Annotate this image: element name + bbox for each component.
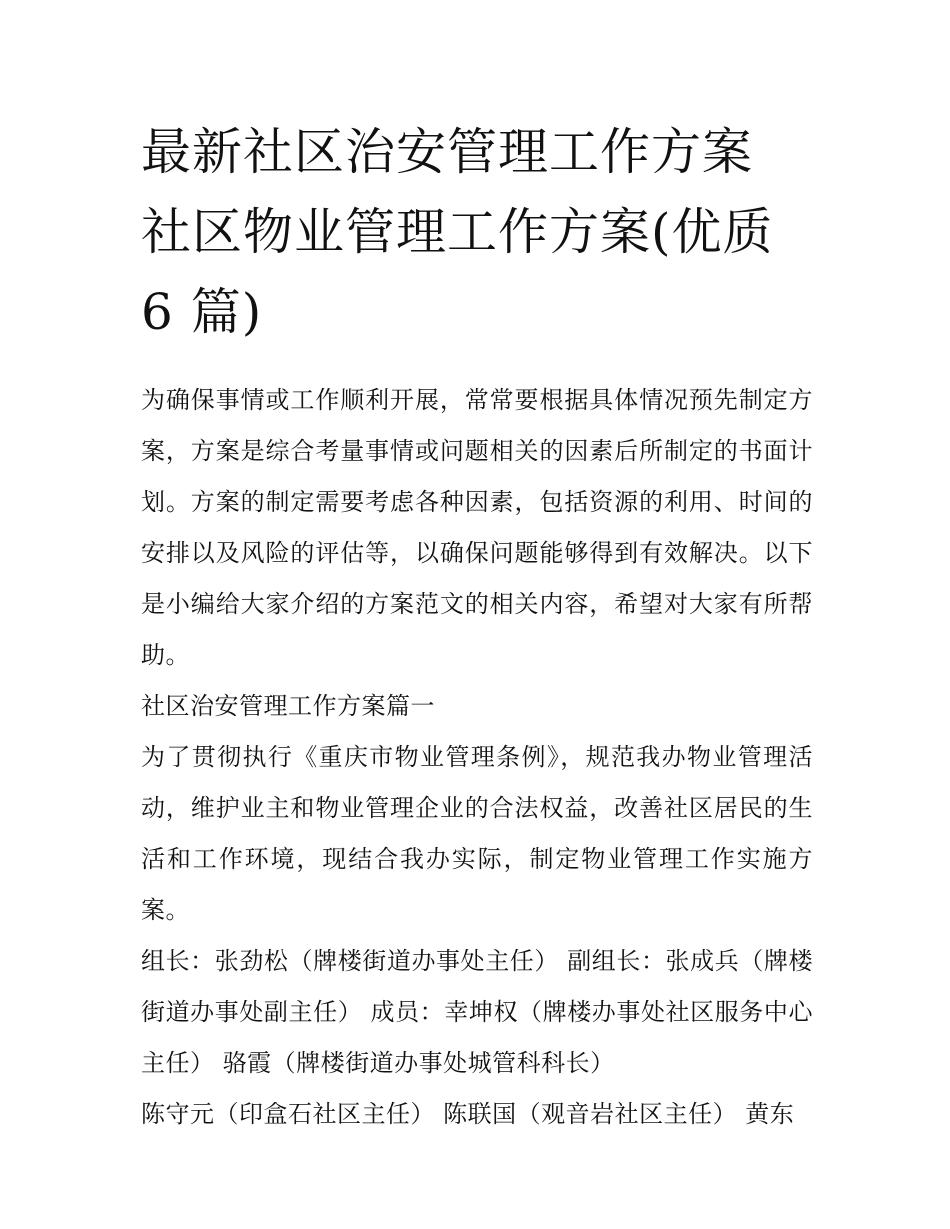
document-title: 最新社区治安管理工作方案 社区物业管理工作方案(优质 6 篇) bbox=[141, 123, 774, 341]
members-paragraph: 陈守元（印盒石社区主任） 陈联国（观音岩社区主任） 黄东 bbox=[141, 1100, 795, 1128]
members-paragraph: 组长：张劲松（牌楼街道办事处主任） 副组长：张成兵（牌楼街道办事处副主任） 成员：幸坤权（牌楼办事处社区服务中心主任） 骆霞（牌楼街道办事处城管科科长） bbox=[141, 947, 813, 1077]
intro-paragraph: 为确保事情或工作顺利开展，常常要根据具体情况预先制定方案，方案是综合考量事情或问题相关的因素后所制定的书面计划。方案的制定需要考虑各种因素，包括资源的利用、时间的安排以及风险的评估等，以确保问题能够得到有效解决。以下是小编给大家介绍的方案范文的相关内容，希望对大家有所帮助。 bbox=[141, 386, 813, 669]
body-paragraph: 为了贯彻执行《重庆市物业管理条例》，规范我办物业管理活动，维护业主和物业管理企业的合法权益，改善社区居民的生活和工作环境，现结合我办实际，制定物业管理工作实施方案。 bbox=[141, 743, 813, 924]
document-page bbox=[141, 112, 813, 1140]
section-heading: 社区治安管理工作方案篇一 bbox=[141, 692, 435, 720]
